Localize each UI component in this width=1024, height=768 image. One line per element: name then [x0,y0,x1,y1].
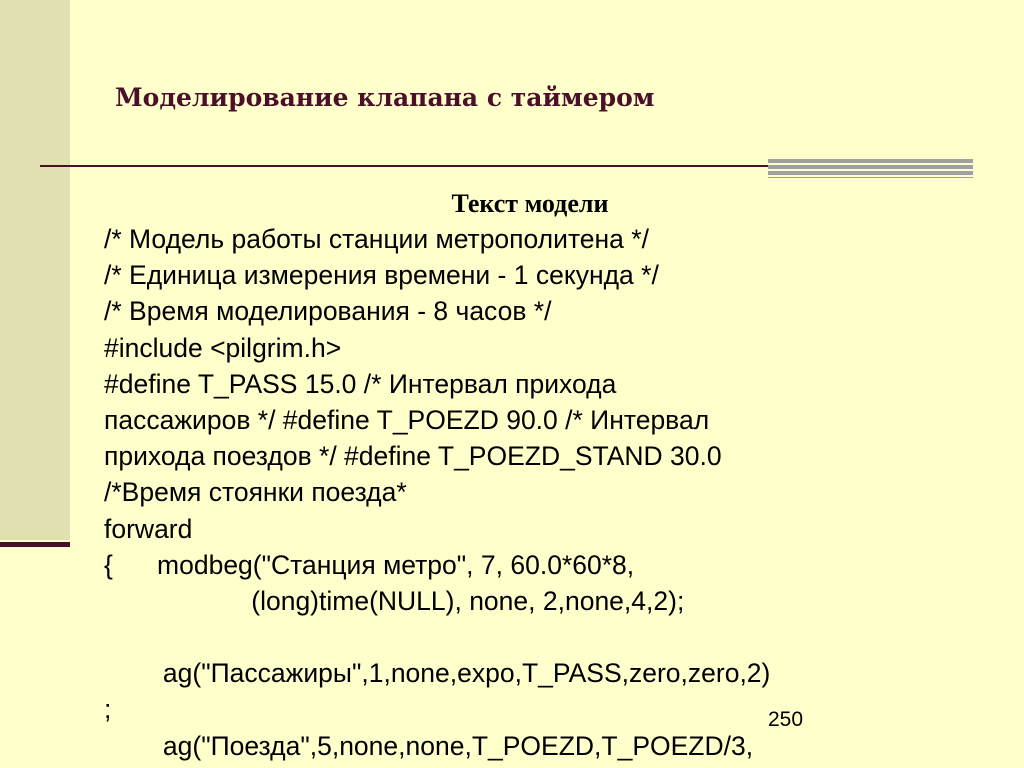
divider-accent [768,159,973,178]
code-line: пассажиров */ #define T_POEZD 90.0 /* Интервал [104,404,710,435]
code-line [104,619,1004,655]
code-line: прихода поездов */ #define T_POEZD_STAND 30.0 [104,441,722,472]
section-heading: Текст модели [451,189,609,218]
code-line: /*Время стоянки поезда* [104,477,407,508]
code-line: /* Время моделирования - 8 часов */ [104,296,552,327]
code-line: /* Единица измерения времени - 1 секунда */ [104,260,659,291]
code-line: #include <pilgrim.h> [104,332,342,363]
code-line: (long)time(NULL), none, 2,none,4,2); [104,585,685,616]
code-line: ag("Поезда",5,none,none,T_POEZD,T_POEZD/3, [104,730,754,761]
code-line: /* Модель работы станции метрополитена */ [104,224,649,254]
page-number: 250 [768,708,804,731]
code-line: forward [104,513,193,544]
code-line: { modbeg("Станция метро", 7, 60.0*60*8, [104,549,635,580]
code-line: #define T_PASS 15.0 /* Интервал прихода [104,368,617,399]
code-line: ; [104,694,112,725]
model-code-listing [104,221,1004,764]
left-decorative-bar [0,0,70,540]
left-bar-underline [0,542,70,547]
code-line: ag("Пассажиры",1,none,expo,T_PASS,zero,zero,2) [104,658,771,689]
slide-title: Моделирование клапана с таймером [115,83,655,112]
